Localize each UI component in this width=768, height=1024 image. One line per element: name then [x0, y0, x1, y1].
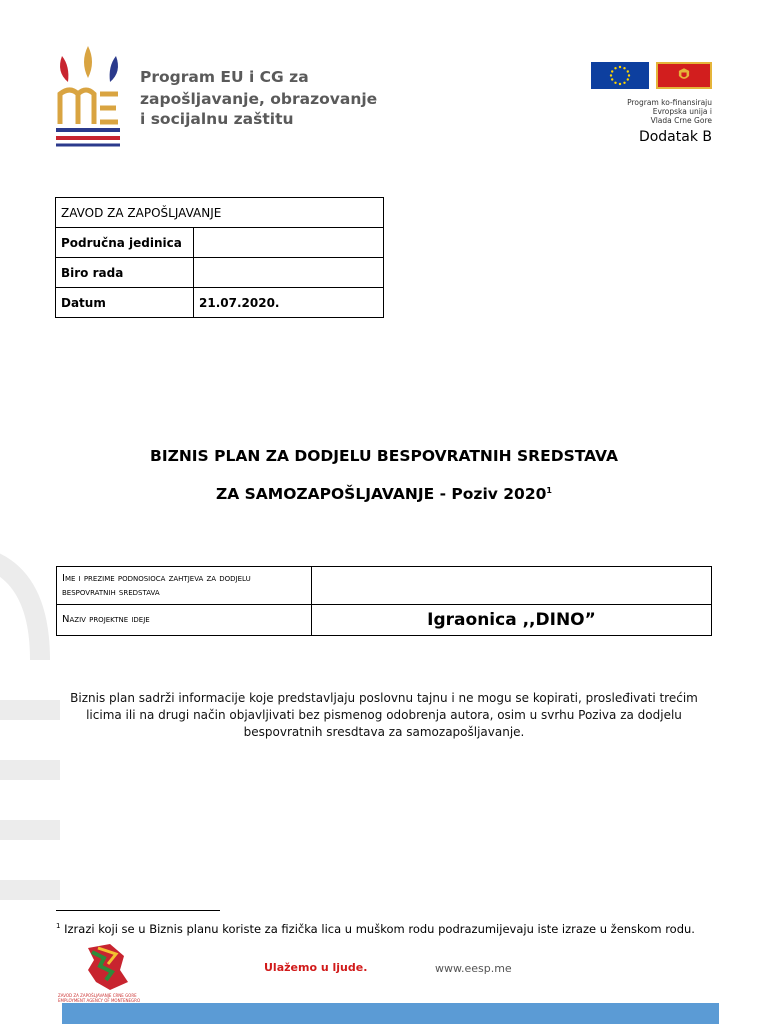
- footnote-number: 1: [56, 922, 61, 931]
- confidentiality-notice: Biznis plan sadrži informacije koje predstavljaju poslovnu tajnu i ne mogu se kopirati, prosleđivati trećim licima ili na drugi način objavljivati bez pismenog odobrenja autora, osim u svrhu Poziva za dodjelu bespovratnih sresdtava za samozapošljavanje.: [70, 691, 698, 739]
- eu-flag-icon: [591, 62, 649, 89]
- project-row: [57, 605, 712, 636]
- cofinancing-line-1: Program ko-finansiraju: [627, 98, 712, 107]
- footnote: [56, 922, 716, 936]
- applicant-row: [57, 567, 712, 605]
- labor-office-label: Biro rada: [56, 258, 194, 288]
- cofinancing-line-2: Evropska unija i: [652, 107, 712, 116]
- program-logo-icon: [54, 44, 124, 148]
- labor-office-value[interactable]: [194, 258, 384, 288]
- footer-bar: [62, 1003, 719, 1024]
- office-table-row: [56, 258, 384, 288]
- cofinancing-line-3: Vlada Crne Gore: [650, 116, 712, 125]
- document-title-line-1: BIZNIS PLAN ZA DODJELU BESPOVRATNIH SREDSTAVA: [150, 447, 618, 465]
- applicant-name-label: Ime i prezime podnosioca zahtjeva za dodjelu bespovratnih sredstava: [57, 567, 312, 605]
- regional-unit-value[interactable]: [194, 228, 384, 258]
- date-value[interactable]: 21.07.2020.: [194, 288, 384, 318]
- project-name-label: Naziv projektne ideje: [57, 605, 312, 636]
- program-name-line-3: i socijalnu zaštitu: [140, 110, 294, 128]
- document-title-line-2: [0, 485, 768, 503]
- office-table-row: [56, 288, 384, 318]
- annex-label: Dodatak B: [638, 129, 712, 145]
- office-table-row: [56, 228, 384, 258]
- applicant-table: [56, 566, 712, 636]
- footer-slogan: Ulažemo u ljude.: [264, 961, 368, 974]
- montenegro-flag-icon: [656, 62, 712, 89]
- office-table-title: ZAVOD ZA ZAPOŠLJAVANJE: [56, 198, 384, 228]
- program-name-line-2: zapošljavanje, obrazovanje: [140, 90, 378, 108]
- office-table-title-row: [56, 198, 384, 228]
- project-name-value[interactable]: Igraonica ,,DINO”: [312, 605, 712, 636]
- agency-name-line-2: EMPLOYMENT AGENCY OF MONTENEGRO: [58, 998, 141, 1003]
- date-label: Datum: [56, 288, 194, 318]
- employment-agency-logo-icon: [58, 942, 162, 1000]
- agency-name-line-1: ZAVOD ZA ZAPOŠLJAVANJE CRNE GORE: [58, 993, 137, 998]
- footer-website-link[interactable]: www.eesp.me: [435, 962, 512, 975]
- regional-unit-label: Područna jedinica: [56, 228, 194, 258]
- program-name-line-1: Program EU i CG za: [140, 68, 309, 86]
- office-table: [55, 197, 384, 318]
- document-title-line-2-text: ZA SAMOZAPOŠLJAVANJE - Poziv 2020: [216, 485, 547, 503]
- footnote-reference: 1: [546, 485, 552, 495]
- footnote-divider: [56, 910, 220, 911]
- footnote-text: Izrazi koji se u Biznis planu koriste za fizička lica u muškom rodu podrazumijevaju iste izraze u ženskom rodu.: [60, 922, 695, 936]
- applicant-name-value[interactable]: [312, 567, 712, 605]
